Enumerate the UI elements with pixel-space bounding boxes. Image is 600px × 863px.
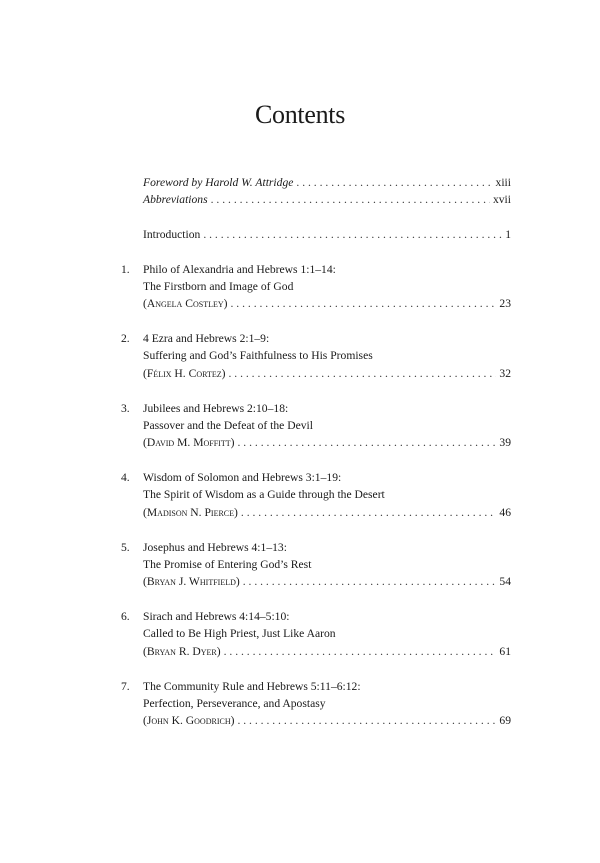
chapter-author: (Félix H. Cortez) xyxy=(143,367,226,380)
chapter-subtitle: Perfection, Perseverance, and Apostasy xyxy=(143,697,326,710)
toc-entry-foreword[interactable] xyxy=(143,175,511,191)
entry-label: Abbreviations xyxy=(143,193,208,206)
toc-entry-abbreviations[interactable] xyxy=(143,192,511,208)
chapter-author-line xyxy=(143,296,511,312)
chapter-subtitle: The Spirit of Wisdom as a Guide through the Desert xyxy=(143,488,385,501)
chapter-number: 6. xyxy=(121,610,130,623)
page-title: Contents xyxy=(254,100,346,129)
chapter-author: (Bryan J. Whitfield) xyxy=(143,575,240,588)
chapter-author-line xyxy=(143,366,511,382)
chapter-number: 1. xyxy=(121,263,130,276)
dot-leader xyxy=(228,366,496,382)
dot-leader xyxy=(241,505,497,521)
chapter-subtitle: Passover and the Defeat of the Devil xyxy=(143,419,313,432)
chapter-title: Wisdom of Solomon and Hebrews 3:1–19: xyxy=(143,471,342,484)
page-number: 39 xyxy=(499,436,511,449)
chapter-author-line xyxy=(143,435,511,451)
chapter-author: (Angela Costley) xyxy=(143,297,228,310)
chapter-number: 7. xyxy=(121,680,130,693)
chapter-number: 2. xyxy=(121,332,130,345)
dot-leader xyxy=(231,296,497,312)
dot-leader xyxy=(238,435,497,451)
dot-leader xyxy=(237,713,496,729)
page-number: xvii xyxy=(492,193,511,206)
dot-leader xyxy=(243,574,497,590)
chapter-title: Jubilees and Hebrews 2:10–18: xyxy=(143,402,289,415)
dot-leader xyxy=(203,227,502,243)
page-number: 32 xyxy=(499,367,511,380)
chapter-subtitle: Called to Be High Priest, Just Like Aaron xyxy=(143,627,336,640)
page-number: 69 xyxy=(499,714,511,727)
chapter-number: 3. xyxy=(121,402,130,415)
page-number: 61 xyxy=(499,645,511,658)
dot-leader xyxy=(224,644,497,660)
chapter-title: Sirach and Hebrews 4:14–5:10: xyxy=(143,610,290,623)
chapter-subtitle: The Firstborn and Image of God xyxy=(143,280,294,293)
toc-entry-introduction[interactable] xyxy=(143,227,511,243)
entry-label: Foreword by Harold W. Attridge xyxy=(143,176,294,189)
chapter-title: The Community Rule and Hebrews 5:11–6:12: xyxy=(143,680,361,693)
page-number: xiii xyxy=(495,176,511,189)
chapter-author: (Bryan R. Dyer) xyxy=(143,645,221,658)
chapter-number: 5. xyxy=(121,541,130,554)
entry-label: Introduction xyxy=(143,228,201,241)
chapter-number: 4. xyxy=(121,471,130,484)
chapter-subtitle: The Promise of Entering God’s Rest xyxy=(143,558,312,571)
chapter-author-line xyxy=(143,505,511,521)
chapter-title: Philo of Alexandria and Hebrews 1:1–14: xyxy=(143,263,336,276)
chapter-subtitle: Suffering and God’s Faithfulness to His Promises xyxy=(143,349,373,362)
page-number: 1 xyxy=(505,228,511,241)
chapter-author: (John K. Goodrich) xyxy=(143,714,235,727)
chapter-author-line xyxy=(143,644,511,660)
page-number: 23 xyxy=(499,297,511,310)
dot-leader xyxy=(211,192,490,208)
chapter-title: 4 Ezra and Hebrews 2:1–9: xyxy=(143,332,270,345)
page-number: 54 xyxy=(499,575,511,588)
chapter-author: (David M. Moffitt) xyxy=(143,436,235,449)
chapter-title: Josephus and Hebrews 4:1–13: xyxy=(143,541,287,554)
dot-leader xyxy=(296,175,492,191)
chapter-author: (Madison N. Pierce) xyxy=(143,506,238,519)
chapter-author-line xyxy=(143,713,511,729)
page-number: 46 xyxy=(499,506,511,519)
chapter-author-line xyxy=(143,574,511,590)
